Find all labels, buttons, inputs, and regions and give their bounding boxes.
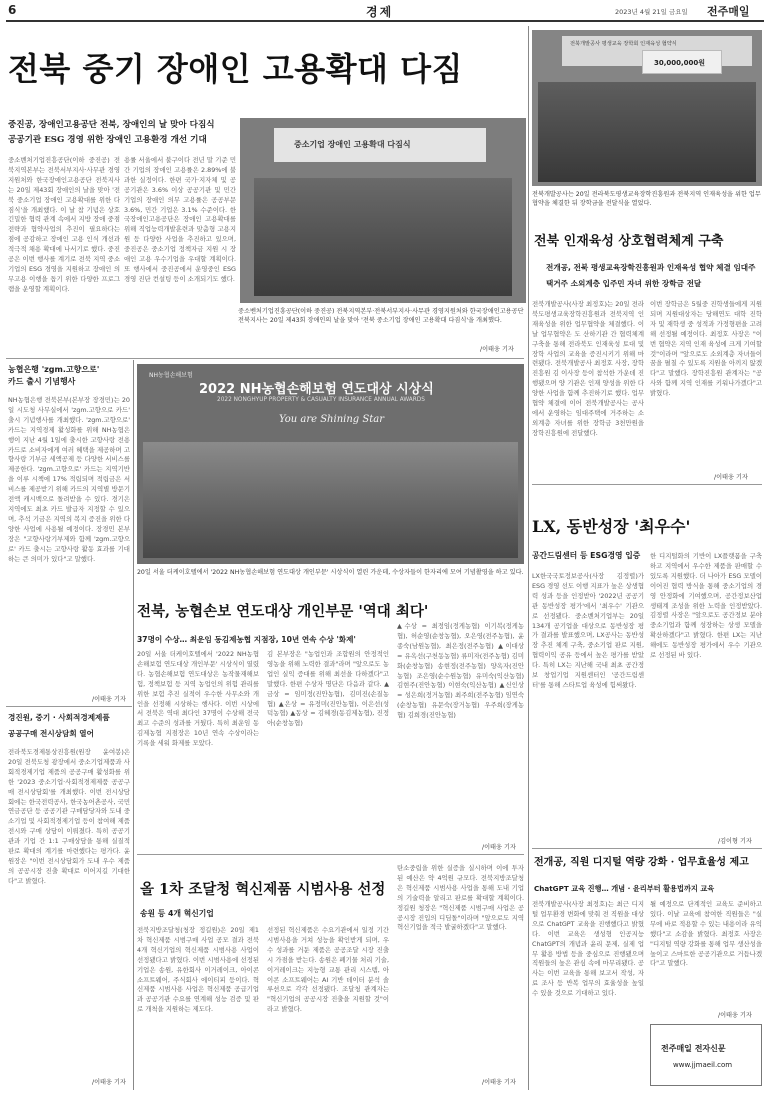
nh-photo-caption: 20일 서울 더케이호텔에서 '2022 NH농협손해보험 연도대상 개인부문' 시상식이 열린 가운데, 수상자들이 한자리에 모여 기념촬영을 하고 있다. [137, 569, 524, 576]
nh-banner-script: You are Shining Star [279, 414, 384, 425]
card-headline [8, 364, 130, 388]
nh-logo: NH농협손해보험 [149, 372, 193, 379]
procure-body-col3: 탄소중립을 위한 실증을 실시하며 이에 투자된 예산은 약 4억원 규모다. 전북지방조달청은 혁신제품 시범사용 사업을 통해 도내 기업의 기술력을 알리고 판로를 확대할 계획이다. 정길원 청장은 "혁신제품 시범구매 사업은 공공시장 진입의 디딤돌"이라며 "앞으로도 지역 혁신기업을 적극 발굴하겠다"고 말했다. [397, 864, 524, 932]
right-top-subhead: 전개공, 전북 평생교육장학진흥원과 인재육성 협약 체결 임대주택거주 소외계층 입주민 자녀 위한 장학금 전달 [546, 263, 756, 288]
lx-subhead: 공간드림센터 등 ESG경영 입증 [532, 551, 641, 560]
jobfair-headline-line1: 경진원, 중기 · 사회적경제제품 [8, 713, 110, 722]
procure-body-col1: 전북지방조달청(청장 정길원)은 20일 제1차 혁신제품 시범구매 사업 공모 결과 전북 4개 혁신기업의 혁신제품 시범사용 사업이 선정됐다고 밝혔다. 이번 시범사용에 선정된 기업은 송원, 유한회사 이거레이크, 아이콘 소프트웨어, 주식회사 에이티피 등이다. 혁신제품 시범사용 사업은 혁신제품 공급기업과 공공기관 수요를 연계해 성능 검증 및 판로 개척을 지원하는 제도다. [137, 926, 259, 1014]
right-top-banner-text: 전북개발공사 평생교육 장학회 인재육성 협약식 [570, 41, 677, 47]
chatgpt-headline: 전개공, 직원 디지털 역량 강화 · 업무효율성 제고 [534, 857, 749, 868]
lx-body-col2: 한 디지털화의 기반이 LX플랫폼을 구축하고 지역에서 우수한 제품을 판매할 수 있도록 지원했다. 더 나아가 ESG 모델이 이어진 협력 방식을 통해 중소기업의 경영 안정화에 기여했으며, 공간정보산업 생태계 조성을 위한 노력을 인정받았다. 김정렬 사장은 "앞으로도 공간정보 분야 중소기업과 함께 성장하는 상생 모델을 확산하겠다"고 밝혔다. 한편 LX는 지난해에도 동반성장 평가에서 우수 기관으로 선정된 바 있다. [650, 552, 762, 660]
right-top-body-col2: 이번 장학금은 5월중 진학생들에게 지원되며 지원대상자는 당해연도 대학 진학자 및 재학생 중 성적과 가정형편을 고려해 선정될 예정이다. 최정호 사장은 "이번 협약은 지역 인재 육성에 크게 기여할 것"이라며 "앞으로도 소외계층 자녀들이 꿈을 펼칠 수 있도록 지원을 아끼지 않겠다"고 말했다. 장학진흥원 관계자는 "공사와 함께 지역 인재를 키워나가겠다"고 밝혔다. [650, 300, 762, 398]
divider-mid [6, 358, 524, 359]
nh-banner-sub: 2022 NONGHYUP PROPERTY & CASUALTY INSURANCE ANNUAL AWARDS [217, 397, 425, 403]
nh-subhead: 37명이 수상… 최운임 동김제농협 지점장, 10년 연속 수상 '화제' [137, 635, 356, 644]
lx-byline: /김이형 기자 [718, 838, 752, 845]
card-byline: /이태웅 기자 [92, 696, 126, 703]
ad-line1: 전주매일 전자신문 [661, 1044, 726, 1053]
lead-byline: /이태웅 기자 [480, 346, 514, 353]
nh-banner-title: 2022 NH농협손해보험 연도대상 시상식 [199, 382, 434, 397]
procure-headline: 올 1차 조달청 혁신제품 시범사용 선정 [140, 881, 386, 898]
col-divider-right [528, 26, 529, 1090]
lx-headline: LX, 동반성장 '최우수' [532, 517, 691, 536]
lead-photo-caption: 중소벤처기업진흥공단(이하 중진공) 전북지역본부·전북서부지사·사무관 경영지원처와 한국장애인고용공단 전북지사는 20일 제43회 장애인의 날을 맞아 '전북 중소기업 장애인 고용확대 다짐식'을 개최했다. [238, 308, 524, 324]
paper-name: 전주매일 [707, 5, 750, 18]
right-top-caption: 전북개발공사는 20일 전라북도평생교육장학진흥원과 전북지역 인재육성을 위한 업무협약을 체결한 뒤 장학금을 전달식을 열었다. [532, 191, 761, 207]
chatgpt-byline: /이태웅 기자 [718, 1012, 752, 1019]
jobfair-byline: /이태웅 기자 [92, 1079, 126, 1086]
lx-body-col1: LX한국국토정보공사(사장 김정렬)가 ESG 경영 선도 이행 지표가 높은 상생협력 성과 등을 인정받아 '2022년 공공기관 동반성장 평가'에서 '최우수' 기관으로 선정됐다. 중소벤처기업부는 20일 134개 공기업을 대상으로 동반성장 평가 결과를 발표했으며, LX공사는 동반성장 추진 체계 구축, 중소기업 판로 지원, 협력이익 공유 등에서 높은 평가를 받았다. 특히 LX는 지난해 국내 최초 공간정보 창업기업 지원센터인 '공간드림센터'를 통해 스타트업 육성에 힘써왔다. [532, 572, 644, 689]
right-top-headline: 전북 인재육성 상호협력체계 구축 [534, 234, 724, 249]
jobfair-body: 전라북도경제통상진흥원(원장 윤여봉)은 20일 전북도청 광장에서 중소기업제품과 사회적경제기업 제품의 공공구매 활성화를 위한 '2023 중소기업·사회적경제제품 공공구매 전시상담회'를 개최했다. 이번 전시상담회에는 한국전력공사, 한국농어촌공사, 국민연금공단 등 공공기관 구매담당자와 도내 중소기업 및 사회적경제기업 등이 참여해 제품 전시와 구매 상담이 이뤄졌다. 특히 공공기관과 기업 간 1:1 구매상담을 통해 실질적 판로 확대의 계기를 마련했다는 평가다. 윤 원장은 "이번 전시상담회가 도내 우수 제품의 공공시장 진출 확대로 이어지길 기대한다"고 밝혔다. [8, 748, 130, 885]
page-number: 6 [8, 3, 17, 17]
big-check-amount: 30,000,000원 [654, 59, 706, 67]
procure-body-col2: 선정된 혁신제품은 수요기관에서 일정 기간 시범사용을 거쳐 성능을 확인받게 되며, 우수 성과를 거둔 제품은 공공조달 시장 진출 시 가점을 받는다. 송원은 폐기물 처리 기술, 이거레이크는 지능형 교통 관리 시스템, 아이콘 소프트웨어는 AI 기반 데이터 분석 솔루션으로 각각 선정됐다. 조달청 관계자는 "혁신기업의 공공시장 진출을 지원할 것"이라고 밝혔다. [267, 926, 389, 1014]
lx-divider [532, 484, 762, 485]
lead-photo [240, 118, 526, 303]
ad-line2: www.jjmaeil.com [673, 1061, 733, 1069]
chatgpt-body-col2: 될 예정으로 단계적인 교육도 준비하고 있다. 이날 교육에 참여한 직원들은 "실무에 바로 적용할 수 있는 내용이라 유익했다"고 소감을 밝혔다. 최정호 사장은 "디지털 역량 강화를 통해 업무 생산성을 높이고 스마트한 공공기관으로 거듭나겠다"고 말했다. [650, 900, 762, 968]
ad-box [650, 1024, 762, 1086]
lead-subhead-2: 공공기관 ESG 경영 위한 장애인 고용환경 개선 기대 [8, 135, 207, 145]
lead-subhead-1: 중진공, 장애인고용공단 전북, 장애인의 날 맞아 다짐식 [8, 120, 215, 130]
lead-body-col2: 용률 서울에서 불구이다 전년 말 기준 민간 기업의 장애인 고용률은 2.89%에 불과한 실정이다. 한편 국가·지자체 및 공공기관은 3.6% 이상 공공기관 및 민간 기업의 장애인 의무 고용률은 공공부문 3.6%, 민간 기업은 3.1% 수준이다. 한국장애인고용공단은 장애인 고용확대를 위해 직업능력개발훈련과 맞춤형 고용지원 등 다양한 사업을 추진하고 있으며, 중진공은 중소기업 정책자금 지원 시 장애인 고용 우수기업을 우대할 계획이다. 또 행사에서 중진공에서 운영중인 ESG 경영 진단 컨설팅 등이 소개되기도 했다. [124, 156, 236, 283]
right-top-body-col1: 전북개발공사(사장 최정호)는 20일 전라북도평생교육장학진흥원과 전북지역 인재육성을 위한 업무협약을 체결했다. 이날 업무협약은 도 산하기관 간 협력체계 구축을 통해 전라북도 인재육성 토대 및 장학 사업의 교육을 증진시키기 위해 마련됐다. 전북개발공사 최정호 사장, 장학진흥원 김 이사장 등이 참석한 가운데 진행됐으며 양 기관은 인재 양성을 위한 다양한 사업을 함께 추진하기로 했다. 업무협약 체결에 이어 전북개발공사는 공사에서 운영하는 임대주택에 거주하는 소외계층 자녀를 위한 장학금 3천만원을 장학진흥원에 전달했다. [532, 300, 644, 437]
issue-date: 2023년 4월 21일 금요일 [615, 8, 688, 16]
nh-people [143, 442, 518, 558]
nh-body-col1: 20일 서울 더케이호텔에서 '2022 NH농협손해보험 연도대상 개인부문' 시상식이 열렸다. 농협손해보험 연도대상은 농작물재해보험, 정책보험 등 지역 농업인의 위험 관리를 위한 보험 추진 실적이 우수한 사무소와 개인을 선정해 시상하는 행사다. 이번 시상에서 전북은 역대 최다인 37명이 수상해 전국 최고 수준의 성과를 거뒀다. 특히 최운임 동김제농협 지점장은 10년 연속 수상이라는 기록을 세워 화제를 모았다. [137, 650, 259, 748]
lead-headline: 전북 중기 장애인 고용확대 다짐 [8, 50, 463, 88]
card-body: NH농협은행 전북본부(본부장 장경민)는 20일 시도청 사무실에서 'zgm.고향으로 카드' 출시 기념행사를 개최했다. 'zgm.고향으로' 카드는 지역경제 활성화를 위해 NH농협은행이 지난 4월 1일에 출시한 고향사랑 전용 카드로 소비자에게 여러 혜택을 제공하며 고향사랑 기부금 세액공제 등 다양한 서비스를 제공한다. 'zgm.고향으로' 카드는 지역기반을 이루 시책에 17% 적립되며 적립금은 서비스를 제공받기 위해 카드의 지역별 방문기 전액 캐시백으로 돌려받을 수 있다. 경기은 지역에도 최초 카드 발급자 지정할 수 있으며, 추석 기금은 지역의 복지 증진을 위한 다양한 사업에 사용될 예정이다. 장경민 본부장은 "고향사랑기부제와 함께 'zgm.고향으로' 카드 출시는 고향사랑 활동 효과를 기대하는 큰 의미가 있다"고 말했다. [8, 396, 130, 563]
lx-bottom-divider [532, 848, 762, 849]
nh-divider [137, 854, 524, 855]
masthead-rule [6, 20, 764, 22]
left-divider [6, 706, 132, 707]
lead-body-col1: 중소벤처기업진흥공단(이하 중진공) 전북지역본부는 전북서부지사·사무관 경영지원처와 한국장애인고용공단 전북지사는 20일 제43회 장애인의 날을 맞아 '전북 중소기업 장애인 고용확대를 위한 다짐식'을 개최했다. 이 날 참 기념은 상호 긴밀한 협력 관계 속에서 지방 장애 중점 전략과 협약사업의 추진이 필요하다는 점에 공감하고 장애인 고용 인식 개선과 적극적 채용 확대에 나서기로 했다. 중진공은 이번 행사를 계기로 전북 지역 중소기업의 ESG 경영을 지원하고 장애인 의무고용 이행을 돕기 위한 다양한 프로그램을 운영할 계획이다. [8, 156, 120, 293]
col-divider-left [133, 360, 134, 1090]
nh-photo [137, 364, 524, 564]
section-name: 경제 [366, 5, 394, 19]
right-top-photo [532, 30, 762, 186]
jobfair-headline-line2: 공공구매 전시상담회 열어 [8, 729, 94, 738]
nh-byline: /이태웅 기자 [482, 844, 516, 851]
card-headline-line2: 카드 출시 기념행사 [8, 377, 76, 386]
jobfair-headline [8, 710, 130, 742]
right-top-byline: /이태웅 기자 [714, 474, 748, 481]
masthead [0, 0, 770, 22]
right-top-people [538, 82, 756, 182]
chatgpt-subhead: ChatGPT 교육 진행… 개념 · 윤리부터 활용법까지 교육 [534, 884, 715, 893]
procure-byline: /이태웅 기자 [482, 1079, 516, 1086]
nh-body-col3: ▲수상 = 최정임(정게농협) 이기복(정게농협), 허순영(순창농협), 오은영(전주농협), 윤종숙(남원농협), 최은정(전주농협) ▲이대상 = 유옥선(구천동농협) 류미자(전주농협) 김미화(순창농협) 송현정(전주농협) 양옥자(진안농협) 조은영(순수원농협) 유미숙(익산농협) 김현주(진안농협) 이현숙(익산농협) ▲신인상 = 성은희(정거농협) 최주희(전주농협) 임연숙(순창농협) 유문숙(장거농협) 우주희(장게농협) 김희경(진안농협) [397, 622, 524, 720]
card-headline-line1: 농협은행 'zgm.고향으로' [8, 365, 100, 374]
procure-subhead: 송원 등 4개 혁신기업 [140, 909, 214, 918]
nh-body-col2: 김 본부장은 "농업인과 조합원의 안정적인 영농을 위해 노력한 결과"라며 "앞으로도 농업인 실익 증대를 위해 최선을 다하겠다"고 말했다. 한편 수상자 명단은 다음과 같다. ▲금상 = 임미정(진안농협), 김미진(손질농협) ▲은상 = 유정미(진안농협), 이은선(성덕농협) ▲동상 = 김혜경(동김제농협), 진정아(순창농협) [267, 650, 389, 728]
lead-photo-people [254, 178, 512, 296]
chatgpt-body-col1: 전북개발공사(사장 최정호)는 최근 디지털 업무환경 변화에 맞춰 전 직원을 대상으로 ChatGPT 교육을 진행했다고 밝혔다. 이번 교육은 생성형 인공지능 ChatGPT의 개념과 윤리 문제, 실제 업무 활용 방법 등을 중심으로 진행됐으며 직원들의 높은 관심 속에 마무리됐다. 공사는 이번 교육을 통해 보고서 작성, 자료 조사 등 반복 업무의 효율성을 높일 수 있을 것으로 기대하고 있다. [532, 900, 644, 998]
nh-headline: 전북, 농협손보 연도대상 개인부문 '역대 최다' [137, 603, 429, 620]
lead-photo-banner-text: 중소기업 장애인 고용확대 다짐식 [294, 140, 411, 149]
